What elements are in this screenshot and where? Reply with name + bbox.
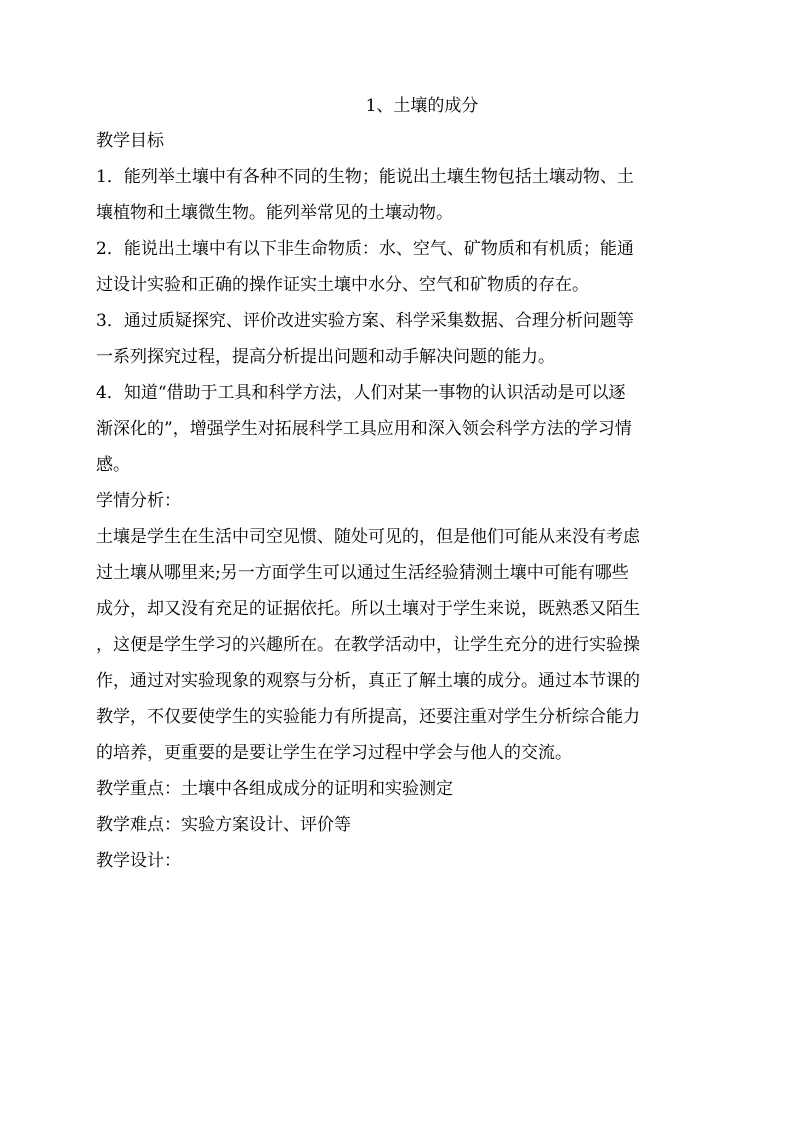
objective-line: 感。 (96, 455, 130, 475)
analysis-line: 作，通过对实验现象的观察与分析，真正了解土壤的成分。通过本节课的 (96, 671, 640, 691)
objective-4 (96, 382, 698, 476)
difficulties: 教学难点：实验方案设计、评价等 (96, 815, 351, 835)
objective-line: 壤植物和土壤微生物。能列举常见的土壤动物。 (96, 203, 453, 223)
objective-3 (96, 310, 698, 368)
objective-2 (96, 238, 698, 296)
key-points: 教学重点：土壤中各组成成分的证明和实验测定 (96, 779, 453, 799)
objective-line: 一系列探究过程，提高分析提出问题和动手解决问题的能力。 (96, 347, 555, 367)
analysis-heading: 学情分析： (96, 491, 181, 511)
objective-line: 1．能列举土壤中有各种不同的生物；能说出土壤生物包括土壤动物、土 (96, 167, 634, 187)
document-title: 1、土壤的成分 (365, 96, 479, 116)
analysis-line: 土壤是学生在生活中司空见惯、随处可见的，但是他们可能从来没有考虑 (96, 527, 640, 547)
objective-1 (96, 166, 698, 224)
objective-line: 4．知道“借助于工具和科学方法，人们对某一事物的认识活动是可以逐 (96, 383, 626, 403)
analysis-line: 过土壤从哪里来;另一方面学生可以通过生活经验猜测土壤中可能有哪些 (96, 563, 629, 583)
objective-line: 3．通过质疑探究、评价改进实验方案、科学采集数据、合理分析问题等 (96, 311, 634, 331)
analysis-line: ，这便是学生学习的兴趣所在。在教学活动中，让学生充分的进行实验操 (96, 635, 640, 655)
analysis-line: 的培养，更重要的是要让学生在学习过程中学会与他人的交流。 (96, 743, 572, 763)
objective-line: 渐深化的”，增强学生对拓展科学工具应用和深入领会科学方法的学习情 (96, 419, 632, 439)
analysis-line: 教学，不仅要使学生的实验能力有所提高，还要注重对学生分析综合能力 (96, 707, 640, 727)
objective-line: 过设计实验和正确的操作证实土壤中水分、空气和矿物质的存在。 (96, 275, 589, 295)
analysis-line: 成分，却又没有充足的证据依托。所以土壤对于学生来说，既熟悉又陌生 (96, 599, 640, 619)
document-page (96, 96, 698, 886)
analysis-paragraph (96, 526, 698, 764)
objective-line: 2．能说出土壤中有以下非生命物质：水、空气、矿物质和有机质；能通 (96, 239, 634, 259)
objectives-heading: 教学目标 (96, 131, 164, 151)
design-heading: 教学设计： (96, 851, 181, 871)
